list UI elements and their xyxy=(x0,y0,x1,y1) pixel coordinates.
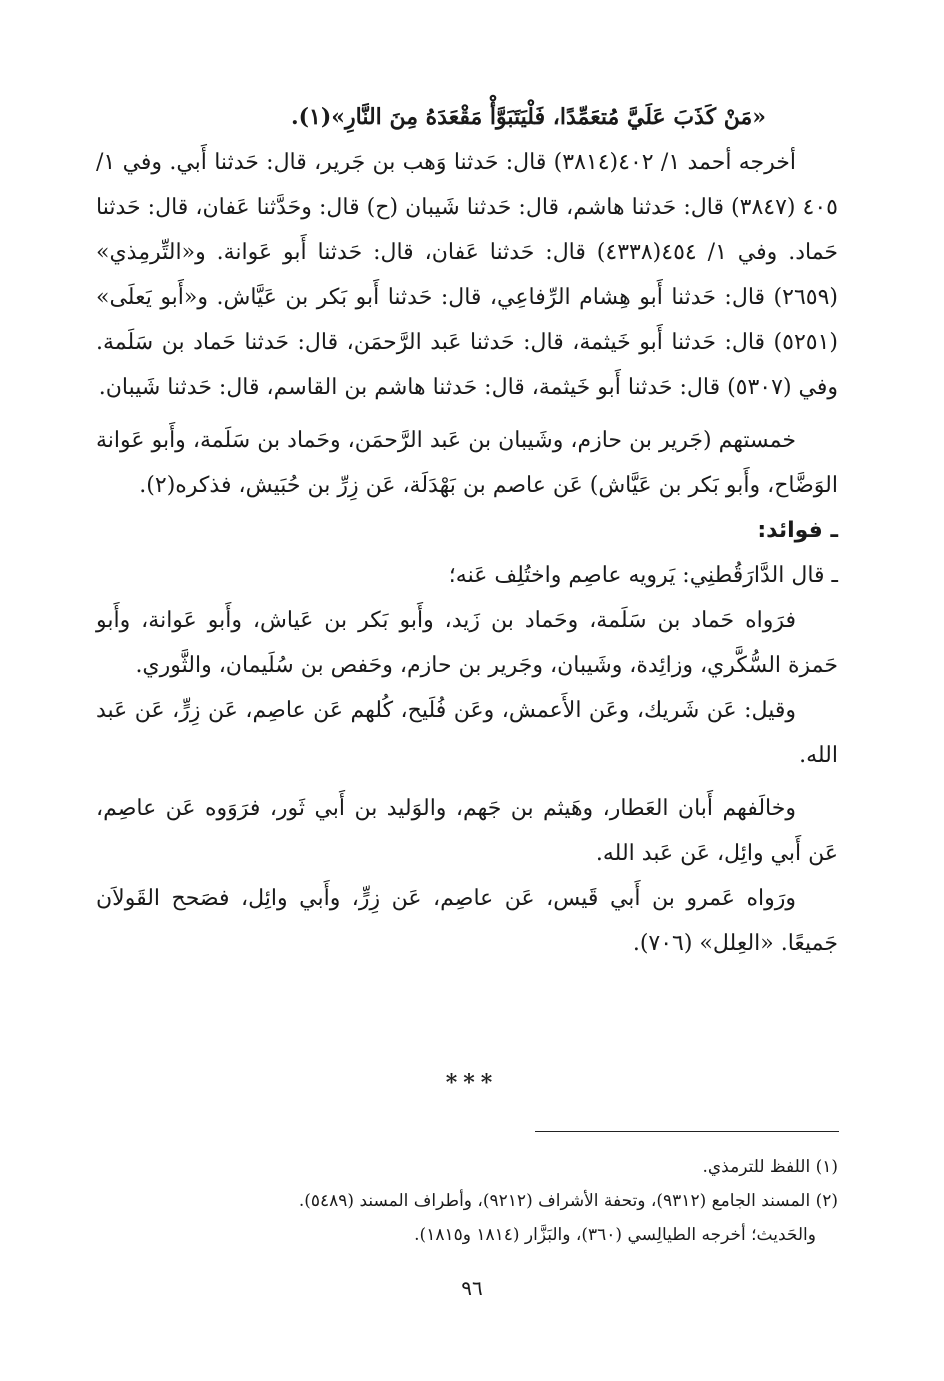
footnote-2: (٢) المسند الجامع (٩٣١٢)، وتحفة الأشراف (٩٢١٢)، وأطراف المسند (٥٤٨٩). xyxy=(298,1191,838,1211)
page-number: ٩٦ xyxy=(461,1276,483,1300)
chain-summary-paragraph: خمستهم (جَرير بن حازم، وشَيبان بن عَبد الرَّحمَن، وحَماد بن سَلَمة، وأَبو عَوانة الوَضَّاح، وأَبو بَكر بن عَيَّاش) عَن عاصم بن بَهْدَلَة، عَن زِرِّ بن حُبَيش، فذكره(٢). xyxy=(96,428,838,498)
footnotes xyxy=(96,1150,838,1252)
disagreement-paragraph: وخالَفهم أَبان العَطار، وهَيثم بن جَهم، والوَليد بن أَبي ثَور، فرَوَوه عَن عاصِم، عَن أَبي وائِل، عَن عَبد الله. xyxy=(96,796,838,866)
section-separator: *** xyxy=(445,1070,499,1096)
alternate-chain-paragraph: وقيل: عَن شَريك، وعَن الأَعمش، وعَن فُلَيح، كُلهم عَن عاصِم، عَن زِرٍّ، عَن عَبد الله. xyxy=(96,698,838,768)
footnote-1: (١) اللفظ للترمذي. xyxy=(702,1157,838,1177)
footnote-2-continuation: والحَديث؛ أخرجه الطيالِسي (٣٦٠)، والبَزَّار (١٨١٤ و١٨١٥). xyxy=(414,1225,816,1245)
hadith-text: «مَنْ كَذَبَ عَلَيَّ مُتعَمِّدًا، فَلْيَتَبَوَّأْ مَقْعَدَهُ مِنَ النَّارِ»(١). xyxy=(290,104,766,130)
narrators-paragraph: فرَواه حَماد بن سَلَمة، وحَماد بن زَيد، وأَبو بَكر بن عَياش، وأَبو عَوانة، وأَبو حَمزة السُّكَّري، وزائِدة، وشَيبان، وجَرير بن حازم، وحَفص بن سُلَيمان، والثَّوري. xyxy=(96,608,838,678)
main-text xyxy=(96,95,838,966)
benefits-heading: ـ فوائد: xyxy=(757,518,838,543)
daraqutni-intro: ـ قال الدَّارَقُطنِي: يَرويه عاصِم واختُلِف عَنه؛ xyxy=(448,563,838,588)
takhrij-paragraph: أخرجه أحمد ١/ ٤٠٢(٣٨١٤) قال: حَدثنا وَهب بن جَرير، قال: حَدثنا أَبي. وفي ١/ ٤٠٥ (٣٨٤٧) قال: حَدثنا هاشم، قال: حَدثنا شَيبان (ح) قال: وحَدَّثنا عَفان، قال: حَدثنا حَماد. وفي ١/ ٤٥٤(٤٣٣٨) قال: حَدثنا عَفان، قال: حَدثنا أَبو عَوانة. و«التِّرمِذي» (٢٦٥٩) قال: حَدثنا أَبو هِشام الرِّفاعِي، قال: حَدثنا أَبو بَكر بن عَيَّاش. و«أَبو يَعلَى» (٥٢٥١) قال: حَدثنا أَبو خَيثمة، قال: حَدثنا عَبد الرَّحمَن، قال: حَدثنا حَماد بن سَلَمة. وفي (٥٣٠٧) قال: حَدثنا أَبو خَيثمة، قال: حَدثنا هاشم بن القاسم، قال: حَدثنا شَيبان. xyxy=(96,150,839,400)
footnote-divider xyxy=(535,1131,839,1132)
conclusion-paragraph: ورَواه عَمرو بن أَبي قَيس، عَن عاصِم، عَن زِرٍّ، وأَبي وائِل، فصَحح القَولاَن جَميعًا. «العِلل» (٧٠٦). xyxy=(96,886,838,956)
